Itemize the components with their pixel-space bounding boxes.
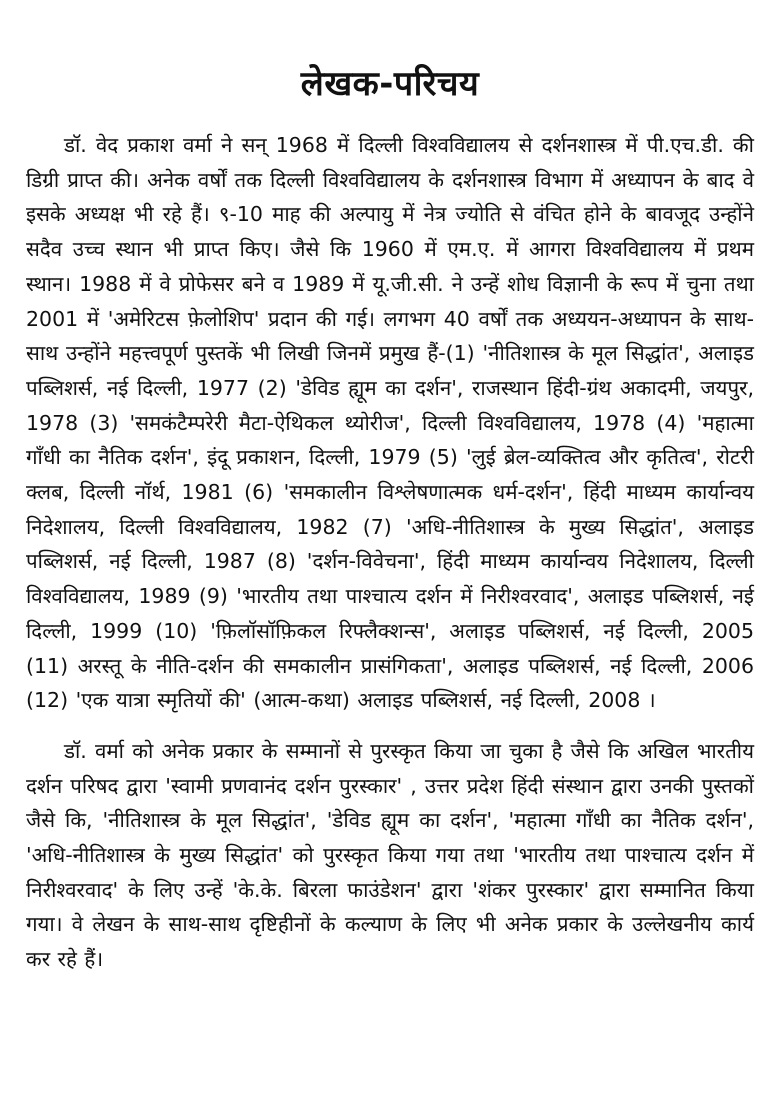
paragraph-biography: डॉ. वेद प्रकाश वर्मा ने सन् 1968 में दिल्ली विश्वविद्यालय से दर्शनशास्त्र में पी.एच.डी. की डिग्री प्राप्त की। अनेक वर्षों तक दिल्ली विश्वविद्यालय के दर्शनशास्त्र विभाग में अध्यापन के बाद वे इसके अध्यक्ष भी रहे हैं। ९-10 माह की अल्पायु में नेत्र ज्योति से वंचित होने के बावजूद उन्होंने सदैव उच्च स्थान भी प्राप्त किए। जैसे कि 1960 में एम.ए. में आगरा विश्वविद्यालय में प्रथम स्थान। 1988 में वे प्रोफेसर बने व 1989 में यू.जी.सी. ने उन्हें शोध विज्ञानी के रूप में चुना तथा 2001 में 'अमेरिटस फ़ेलोशिप' प्रदान की गई। लगभग 40 वर्षों तक अध्ययन-अध्यापन के साथ-साथ उन्होंने महत्त्वपूर्ण पुस्तकें भी लिखी जिनमें प्रमुख हैं-(1) 'नीतिशास्त्र के मूल सिद्धांत', अलाइड पब्लिशर्स, नई दिल्ली, 1977 (2) 'डेविड ह्यूम का दर्शन', राजस्थान हिंदी-ग्रंथ अकादमी, जयपुर, 1978 (3) 'समकंटैम्परेरी मैटा-ऐथिकल थ्योरीज', दिल्ली विश्वविद्यालय, 1978 (4) 'महात्मा गाँधी का नैतिक दर्शन', इंदू प्रकाशन, दिल्ली, 1979 (5) 'लुई ब्रेल-व्यक्तित्व और कृतित्व', रोटरी क्लब, दिल्ली नॉर्थ, 1981 (6) 'समकालीन विश्लेषणात्मक धर्म-दर्शन', हिंदी माध्यम कार्यान्वय निदेशालय, दिल्ली विश्वविद्यालय, 1982 (7) 'अधि-नीतिशास्त्र के मुख्य सिद्धांत', अलाइड पब्लिशर्स, नई दिल्ली, 1987 (8) 'दर्शन-विवेचना', हिंदी माध्यम कार्यान्वय निदेशालय, दिल्ली विश्वविद्यालय, 1989 (9) 'भारतीय तथा पाश्चात्य दर्शन में निरीश्वरवाद', अलाइड पब्लिशर्स, नई दिल्ली, 1999 (10) 'फ़िलॉसॉफ़िकल रिफ्लैक्शन्स', अलाइड पब्लिशर्स, नई दिल्ली, 2005 (11) अरस्तू के नीति-दर्शन की समकालीन प्रासंगिकता', अलाइड पब्लिशर्स, नई दिल्ली, 2006 (12) 'एक यात्रा स्मृतियों की' (आत्म-कथा) अलाइड पब्लिशर्स, नई दिल्ली, 2008 । [26,133,754,713]
paragraph-awards: डॉ. वर्मा को अनेक प्रकार के सम्मानों से पुरस्कृत किया जा चुका है जैसे कि अखिल भारतीय दर्शन परिषद द्वारा 'स्वामी प्रणवानंद दर्शन पुरस्कार' , उत्तर प्रदेश हिंदी संस्थान द्वारा उनकी पुस्तकों जैसे कि, 'नीतिशास्त्र के मूल सिद्धांत', 'डेविड ह्यूम का दर्शन', 'महात्मा गाँधी का नैतिक दर्शन', 'अधि-नीतिशास्त्र के मुख्य सिद्धांत' को पुरस्कृत किया गया तथा 'भारतीय तथा पाश्चात्य दर्शन में निरीश्वरवाद' के लिए उन्हें 'के.के. बिरला फाउंडेशन' द्वारा 'शंकर पुरस्कार' द्वारा सम्मानित किया गया। वे लेखन के साथ-साथ दृष्टिहीनों के कल्याण के लिए भी अनेक प्रकार के उल्लेखनीय कार्य कर रहे हैं। [26,738,754,972]
page-title: लेखक-परिचय [300,64,480,104]
